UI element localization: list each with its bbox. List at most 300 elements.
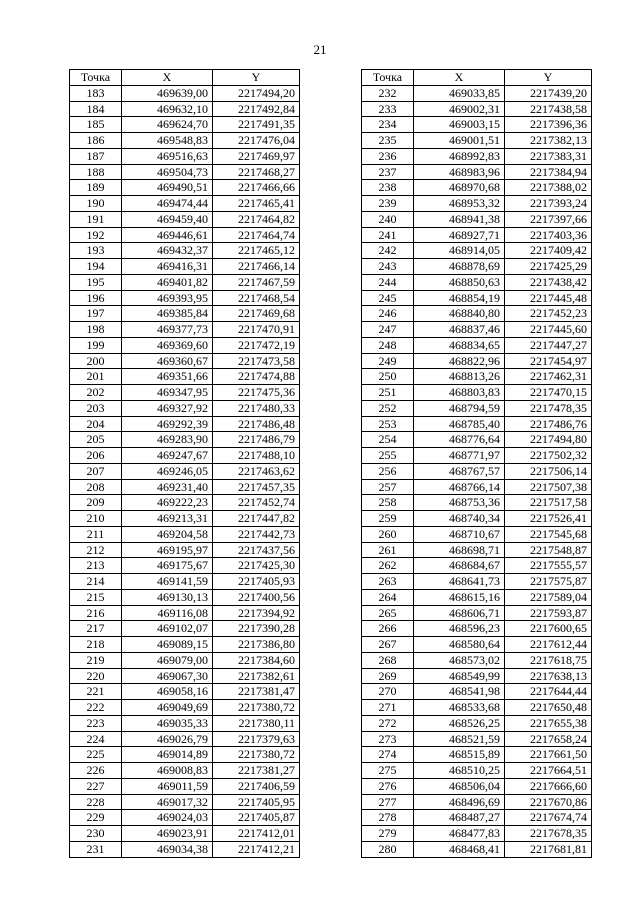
point-number-cell: 266 — [362, 621, 414, 637]
point-number-cell: 275 — [362, 763, 414, 779]
y-coordinate-cell: 2217555,57 — [505, 558, 592, 574]
x-coordinate-cell: 468850,63 — [414, 274, 505, 290]
y-coordinate-cell: 2217465,12 — [213, 243, 300, 259]
table-row — [362, 211, 592, 227]
point-number-cell: 193 — [70, 243, 122, 259]
x-coordinate-cell: 469175,67 — [122, 558, 213, 574]
x-coordinate-cell: 469024,03 — [122, 810, 213, 826]
x-coordinate-cell: 468785,40 — [414, 416, 505, 432]
y-coordinate-cell: 2217447,27 — [505, 337, 592, 353]
y-coordinate-cell: 2217593,87 — [505, 605, 592, 621]
point-number-cell: 240 — [362, 211, 414, 227]
y-coordinate-cell: 2217486,48 — [213, 416, 300, 432]
x-coordinate-cell: 468983,96 — [414, 164, 505, 180]
y-coordinate-cell: 2217405,93 — [213, 574, 300, 590]
x-coordinate-cell: 468834,65 — [414, 337, 505, 353]
x-coordinate-cell: 469049,69 — [122, 700, 213, 716]
y-coordinate-cell: 2217655,38 — [505, 715, 592, 731]
x-coordinate-cell: 469490,51 — [122, 180, 213, 196]
point-number-cell: 231 — [70, 841, 122, 857]
y-coordinate-cell: 2217666,60 — [505, 778, 592, 794]
x-coordinate-cell: 468794,59 — [414, 400, 505, 416]
table-row — [362, 605, 592, 621]
table-row — [70, 747, 300, 763]
x-coordinate-cell: 469023,91 — [122, 826, 213, 842]
x-coordinate-cell: 469548,83 — [122, 133, 213, 149]
x-coordinate-cell: 469130,13 — [122, 589, 213, 605]
x-coordinate-cell: 469377,73 — [122, 322, 213, 338]
x-coordinate-cell: 469033,85 — [414, 85, 505, 101]
point-number-cell: 243 — [362, 259, 414, 275]
table-row — [70, 763, 300, 779]
y-coordinate-cell: 2217396,36 — [505, 117, 592, 133]
table-row — [362, 369, 592, 385]
table-row — [70, 810, 300, 826]
x-coordinate-cell: 468698,71 — [414, 542, 505, 558]
x-coordinate-cell: 468606,71 — [414, 605, 505, 621]
y-coordinate-cell: 2217425,30 — [213, 558, 300, 574]
point-number-cell: 262 — [362, 558, 414, 574]
table-row — [70, 148, 300, 164]
y-coordinate-cell: 2217472,19 — [213, 337, 300, 353]
point-number-cell: 226 — [70, 763, 122, 779]
x-coordinate-cell: 469002,31 — [414, 101, 505, 117]
x-coordinate-cell: 469624,70 — [122, 117, 213, 133]
point-number-cell: 229 — [70, 810, 122, 826]
y-coordinate-cell: 2217439,20 — [505, 85, 592, 101]
y-coordinate-cell: 2217661,50 — [505, 747, 592, 763]
header-x: X — [122, 70, 213, 86]
table-row — [362, 85, 592, 101]
y-coordinate-cell: 2217670,86 — [505, 794, 592, 810]
x-coordinate-cell: 469639,00 — [122, 85, 213, 101]
table-row — [70, 337, 300, 353]
table-row — [70, 416, 300, 432]
y-coordinate-cell: 2217678,35 — [505, 826, 592, 842]
table-row — [70, 369, 300, 385]
y-coordinate-cell: 2217393,24 — [505, 196, 592, 212]
y-coordinate-cell: 2217405,95 — [213, 794, 300, 810]
point-number-cell: 274 — [362, 747, 414, 763]
table-row — [362, 400, 592, 416]
x-coordinate-cell: 469446,61 — [122, 227, 213, 243]
y-coordinate-cell: 2217437,56 — [213, 542, 300, 558]
x-coordinate-cell: 468840,80 — [414, 306, 505, 322]
x-coordinate-cell: 468854,19 — [414, 290, 505, 306]
point-number-cell: 197 — [70, 306, 122, 322]
point-number-cell: 257 — [362, 479, 414, 495]
point-number-cell: 207 — [70, 463, 122, 479]
y-coordinate-cell: 2217384,60 — [213, 652, 300, 668]
x-coordinate-cell: 468615,16 — [414, 589, 505, 605]
x-coordinate-cell: 468580,64 — [414, 637, 505, 653]
table-row — [362, 715, 592, 731]
x-coordinate-cell: 469393,95 — [122, 290, 213, 306]
table-row — [362, 432, 592, 448]
table-row — [70, 621, 300, 637]
x-coordinate-cell: 468684,67 — [414, 558, 505, 574]
y-coordinate-cell: 2217464,82 — [213, 211, 300, 227]
x-coordinate-cell: 469213,31 — [122, 511, 213, 527]
x-coordinate-cell: 469292,39 — [122, 416, 213, 432]
y-coordinate-cell: 2217502,32 — [505, 448, 592, 464]
table-row — [362, 652, 592, 668]
y-coordinate-cell: 2217442,73 — [213, 526, 300, 542]
y-coordinate-cell: 2217494,20 — [213, 85, 300, 101]
y-coordinate-cell: 2217438,42 — [505, 274, 592, 290]
x-coordinate-cell: 468822,96 — [414, 353, 505, 369]
x-coordinate-cell: 469067,30 — [122, 668, 213, 684]
table-row — [362, 731, 592, 747]
y-coordinate-cell: 2217454,97 — [505, 353, 592, 369]
y-coordinate-cell: 2217618,75 — [505, 652, 592, 668]
point-number-cell: 247 — [362, 322, 414, 338]
table-row — [70, 526, 300, 542]
y-coordinate-cell: 2217447,82 — [213, 511, 300, 527]
point-number-cell: 192 — [70, 227, 122, 243]
x-coordinate-cell: 468970,68 — [414, 180, 505, 196]
x-coordinate-cell: 469369,60 — [122, 337, 213, 353]
table-row — [70, 652, 300, 668]
table-header-row — [362, 70, 592, 86]
x-coordinate-cell: 468549,99 — [414, 668, 505, 684]
table-row — [362, 322, 592, 338]
table-row — [70, 227, 300, 243]
point-number-cell: 263 — [362, 574, 414, 590]
x-coordinate-cell: 469474,44 — [122, 196, 213, 212]
point-number-cell: 267 — [362, 637, 414, 653]
table-row — [70, 85, 300, 101]
point-number-cell: 251 — [362, 385, 414, 401]
table-row — [70, 322, 300, 338]
x-coordinate-cell: 468740,34 — [414, 511, 505, 527]
y-coordinate-cell: 2217470,15 — [505, 385, 592, 401]
y-coordinate-cell: 2217425,29 — [505, 259, 592, 275]
table-row — [362, 637, 592, 653]
y-coordinate-cell: 2217466,66 — [213, 180, 300, 196]
point-number-cell: 212 — [70, 542, 122, 558]
point-number-cell: 188 — [70, 164, 122, 180]
x-coordinate-cell: 468813,26 — [414, 369, 505, 385]
y-coordinate-cell: 2217394,92 — [213, 605, 300, 621]
point-number-cell: 253 — [362, 416, 414, 432]
point-number-cell: 184 — [70, 101, 122, 117]
point-number-cell: 269 — [362, 668, 414, 684]
y-coordinate-cell: 2217494,80 — [505, 432, 592, 448]
x-coordinate-cell: 468477,83 — [414, 826, 505, 842]
y-coordinate-cell: 2217462,31 — [505, 369, 592, 385]
y-coordinate-cell: 2217463,62 — [213, 463, 300, 479]
table-row — [70, 731, 300, 747]
point-number-cell: 217 — [70, 621, 122, 637]
table-row — [70, 479, 300, 495]
table-row — [362, 621, 592, 637]
x-coordinate-cell: 468953,32 — [414, 196, 505, 212]
y-coordinate-cell: 2217475,36 — [213, 385, 300, 401]
point-number-cell: 238 — [362, 180, 414, 196]
x-coordinate-cell: 469516,63 — [122, 148, 213, 164]
page-number: 21 — [313, 42, 327, 57]
x-coordinate-cell: 468541,98 — [414, 684, 505, 700]
point-number-cell: 186 — [70, 133, 122, 149]
table-row — [362, 385, 592, 401]
y-coordinate-cell: 2217390,28 — [213, 621, 300, 637]
table-row — [70, 826, 300, 842]
point-number-cell: 246 — [362, 306, 414, 322]
table-row — [70, 684, 300, 700]
point-number-cell: 249 — [362, 353, 414, 369]
point-number-cell: 272 — [362, 715, 414, 731]
point-number-cell: 201 — [70, 369, 122, 385]
x-coordinate-cell: 468573,02 — [414, 652, 505, 668]
x-coordinate-cell: 469351,66 — [122, 369, 213, 385]
x-coordinate-cell: 468927,71 — [414, 227, 505, 243]
x-coordinate-cell: 469079,00 — [122, 652, 213, 668]
point-number-cell: 265 — [362, 605, 414, 621]
y-coordinate-cell: 2217412,21 — [213, 841, 300, 857]
y-coordinate-cell: 2217384,94 — [505, 164, 592, 180]
point-number-cell: 236 — [362, 148, 414, 164]
table-row — [362, 306, 592, 322]
y-coordinate-cell: 2217644,44 — [505, 684, 592, 700]
table-row — [362, 684, 592, 700]
table-row — [362, 810, 592, 826]
y-coordinate-cell: 2217507,38 — [505, 479, 592, 495]
point-number-cell: 279 — [362, 826, 414, 842]
y-coordinate-cell: 2217381,27 — [213, 763, 300, 779]
table-row — [362, 180, 592, 196]
table-row — [70, 511, 300, 527]
table-row — [362, 117, 592, 133]
point-number-cell: 232 — [362, 85, 414, 101]
y-coordinate-cell: 2217486,76 — [505, 416, 592, 432]
x-coordinate-cell: 469204,58 — [122, 526, 213, 542]
y-coordinate-cell: 2217382,13 — [505, 133, 592, 149]
table-row — [70, 432, 300, 448]
point-number-cell: 199 — [70, 337, 122, 353]
x-coordinate-cell: 469246,05 — [122, 463, 213, 479]
x-coordinate-cell: 469283,90 — [122, 432, 213, 448]
table-row — [362, 243, 592, 259]
y-coordinate-cell: 2217517,58 — [505, 495, 592, 511]
x-coordinate-cell: 469347,95 — [122, 385, 213, 401]
coordinates-table-right — [361, 69, 592, 858]
y-coordinate-cell: 2217478,35 — [505, 400, 592, 416]
x-coordinate-cell: 469327,92 — [122, 400, 213, 416]
point-number-cell: 261 — [362, 542, 414, 558]
x-coordinate-cell: 469360,67 — [122, 353, 213, 369]
x-coordinate-cell: 469141,59 — [122, 574, 213, 590]
point-number-cell: 271 — [362, 700, 414, 716]
x-coordinate-cell: 468641,73 — [414, 574, 505, 590]
y-coordinate-cell: 2217380,72 — [213, 700, 300, 716]
x-coordinate-cell: 468468,41 — [414, 841, 505, 857]
x-coordinate-cell: 469102,07 — [122, 621, 213, 637]
table-row — [362, 164, 592, 180]
table-row — [70, 715, 300, 731]
x-coordinate-cell: 468878,69 — [414, 259, 505, 275]
table-row — [362, 574, 592, 590]
table-row — [70, 211, 300, 227]
point-number-cell: 255 — [362, 448, 414, 464]
point-number-cell: 252 — [362, 400, 414, 416]
y-coordinate-cell: 2217480,33 — [213, 400, 300, 416]
point-number-cell: 210 — [70, 511, 122, 527]
y-coordinate-cell: 2217468,54 — [213, 290, 300, 306]
x-coordinate-cell: 469504,73 — [122, 164, 213, 180]
point-number-cell: 268 — [362, 652, 414, 668]
y-coordinate-cell: 2217548,87 — [505, 542, 592, 558]
y-coordinate-cell: 2217452,23 — [505, 306, 592, 322]
y-coordinate-cell: 2217664,51 — [505, 763, 592, 779]
point-number-cell: 196 — [70, 290, 122, 306]
table-row — [362, 700, 592, 716]
y-coordinate-cell: 2217526,41 — [505, 511, 592, 527]
table-row — [70, 306, 300, 322]
point-number-cell: 260 — [362, 526, 414, 542]
table-row — [70, 448, 300, 464]
x-coordinate-cell: 469459,40 — [122, 211, 213, 227]
table-row — [70, 180, 300, 196]
y-coordinate-cell: 2217388,02 — [505, 180, 592, 196]
y-coordinate-cell: 2217638,13 — [505, 668, 592, 684]
x-coordinate-cell: 469632,10 — [122, 101, 213, 117]
table-row — [70, 794, 300, 810]
x-coordinate-cell: 469008,83 — [122, 763, 213, 779]
point-number-cell: 225 — [70, 747, 122, 763]
table-row — [362, 558, 592, 574]
x-coordinate-cell: 469222,23 — [122, 495, 213, 511]
table-row — [362, 101, 592, 117]
table-row — [362, 511, 592, 527]
y-coordinate-cell: 2217379,63 — [213, 731, 300, 747]
table-row — [362, 542, 592, 558]
point-number-cell: 239 — [362, 196, 414, 212]
point-number-cell: 189 — [70, 180, 122, 196]
y-coordinate-cell: 2217486,79 — [213, 432, 300, 448]
table-row — [362, 274, 592, 290]
table-row — [362, 826, 592, 842]
point-number-cell: 250 — [362, 369, 414, 385]
y-coordinate-cell: 2217575,87 — [505, 574, 592, 590]
y-coordinate-cell: 2217445,60 — [505, 322, 592, 338]
x-coordinate-cell: 469003,15 — [414, 117, 505, 133]
table-row — [70, 274, 300, 290]
table-row — [362, 353, 592, 369]
x-coordinate-cell: 468510,25 — [414, 763, 505, 779]
x-coordinate-cell: 469247,67 — [122, 448, 213, 464]
table-row — [362, 463, 592, 479]
y-coordinate-cell: 2217400,56 — [213, 589, 300, 605]
y-coordinate-cell: 2217438,58 — [505, 101, 592, 117]
table-row — [362, 227, 592, 243]
y-coordinate-cell: 2217492,84 — [213, 101, 300, 117]
y-coordinate-cell: 2217380,72 — [213, 747, 300, 763]
x-coordinate-cell: 468526,25 — [414, 715, 505, 731]
x-coordinate-cell: 468776,64 — [414, 432, 505, 448]
table-row — [362, 148, 592, 164]
x-coordinate-cell: 468533,68 — [414, 700, 505, 716]
table-row — [362, 589, 592, 605]
y-coordinate-cell: 2217476,04 — [213, 133, 300, 149]
table-row — [70, 196, 300, 212]
point-number-cell: 204 — [70, 416, 122, 432]
y-coordinate-cell: 2217612,44 — [505, 637, 592, 653]
x-coordinate-cell: 469001,51 — [414, 133, 505, 149]
table-row — [362, 526, 592, 542]
table-row — [362, 290, 592, 306]
header-y: Y — [505, 70, 592, 86]
y-coordinate-cell: 2217406,59 — [213, 778, 300, 794]
x-coordinate-cell: 468941,38 — [414, 211, 505, 227]
x-coordinate-cell: 469058,16 — [122, 684, 213, 700]
point-number-cell: 214 — [70, 574, 122, 590]
x-coordinate-cell: 468914,05 — [414, 243, 505, 259]
table-row — [362, 668, 592, 684]
table-row — [70, 700, 300, 716]
x-coordinate-cell: 469432,37 — [122, 243, 213, 259]
table-row — [70, 495, 300, 511]
point-number-cell: 221 — [70, 684, 122, 700]
point-number-cell: 195 — [70, 274, 122, 290]
point-number-cell: 198 — [70, 322, 122, 338]
point-number-cell: 209 — [70, 495, 122, 511]
point-number-cell: 258 — [362, 495, 414, 511]
x-coordinate-cell: 468710,67 — [414, 526, 505, 542]
table-row — [70, 353, 300, 369]
point-number-cell: 190 — [70, 196, 122, 212]
point-number-cell: 234 — [362, 117, 414, 133]
table-row — [362, 495, 592, 511]
y-coordinate-cell: 2217464,74 — [213, 227, 300, 243]
table-row — [70, 385, 300, 401]
y-coordinate-cell: 2217465,41 — [213, 196, 300, 212]
table-row — [70, 668, 300, 684]
y-coordinate-cell: 2217650,48 — [505, 700, 592, 716]
point-number-cell: 277 — [362, 794, 414, 810]
point-number-cell: 215 — [70, 589, 122, 605]
table-row — [70, 542, 300, 558]
x-coordinate-cell: 469116,08 — [122, 605, 213, 621]
x-coordinate-cell: 469195,97 — [122, 542, 213, 558]
table-row — [362, 259, 592, 275]
table-row — [70, 841, 300, 857]
table-row — [70, 101, 300, 117]
table-row — [70, 605, 300, 621]
table-row — [362, 479, 592, 495]
point-number-cell: 264 — [362, 589, 414, 605]
point-number-cell: 206 — [70, 448, 122, 464]
point-number-cell: 185 — [70, 117, 122, 133]
point-number-cell: 256 — [362, 463, 414, 479]
x-coordinate-cell: 469385,84 — [122, 306, 213, 322]
coordinates-table-left — [69, 69, 300, 858]
x-coordinate-cell: 468753,36 — [414, 495, 505, 511]
y-coordinate-cell: 2217473,58 — [213, 353, 300, 369]
y-coordinate-cell: 2217470,91 — [213, 322, 300, 338]
x-coordinate-cell: 468992,83 — [414, 148, 505, 164]
y-coordinate-cell: 2217506,14 — [505, 463, 592, 479]
point-number-cell: 222 — [70, 700, 122, 716]
table-row — [362, 763, 592, 779]
y-coordinate-cell: 2217452,74 — [213, 495, 300, 511]
point-number-cell: 223 — [70, 715, 122, 731]
table-row — [362, 133, 592, 149]
table-row — [362, 196, 592, 212]
table-row — [70, 778, 300, 794]
x-coordinate-cell: 469231,40 — [122, 479, 213, 495]
y-coordinate-cell: 2217468,27 — [213, 164, 300, 180]
